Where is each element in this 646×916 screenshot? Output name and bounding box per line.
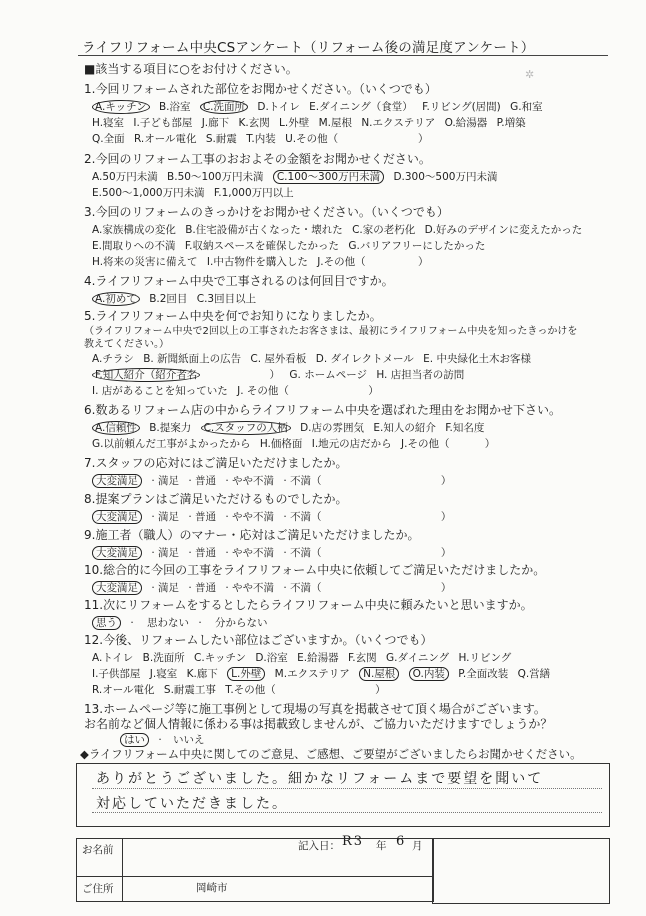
q13-text-line1: 13.ホームページ等に施工事例として現場の写真を掲載させて頂く場合がございます。 [84, 702, 546, 716]
month-handwritten: 6 [396, 834, 407, 849]
q5-option-j[interactable]: J. その他（ [237, 385, 289, 397]
office-use-box [432, 838, 610, 904]
q1-option-k[interactable]: K.玄関 [238, 117, 270, 129]
q6-option-h[interactable]: H.価格面 [259, 438, 303, 450]
q1-close-paren: ） [418, 133, 429, 145]
q9-close-paren: ） [440, 547, 452, 559]
q6-option-i[interactable]: I.地元の店だから [311, 438, 392, 450]
q1-option-c[interactable]: C.洗面所 [200, 100, 248, 114]
q4-text: 4.ライフリフォーム中央で工事されるのは何回目ですか。 [84, 274, 394, 288]
q12-text: 12.今後、リフォームしたい部位はございますか。（いくつでも） [84, 633, 433, 647]
q7-option-very-satisfied[interactable]: 大変満足 [92, 474, 142, 488]
q1-option-e[interactable]: E.ダイニング（食堂） [309, 101, 413, 113]
q5-option-c[interactable]: C. 屋外看板 [250, 353, 307, 365]
q5-option-g[interactable]: G. ホームページ [289, 369, 367, 381]
q6-option-e[interactable]: E.知人の紹介 [373, 422, 436, 434]
q2-option-d[interactable]: D.300～500万円未満 [393, 171, 498, 183]
q5-options-line1 [92, 351, 537, 366]
q10-option-neutral[interactable]: 普通 [195, 582, 217, 594]
q1-option-s[interactable]: S.耐震 [205, 133, 237, 145]
q1-option-a[interactable]: A.キッチン [92, 100, 150, 114]
q4-option-b[interactable]: B.2回目 [149, 293, 188, 305]
q10-option-somewhat-dissatisfied[interactable]: やや不満 [232, 582, 275, 594]
q2-options-line1 [92, 169, 503, 184]
q1-option-h[interactable]: H.寝室 [92, 117, 125, 129]
q3-option-i[interactable]: I.中古物件を購入した [206, 256, 308, 268]
date-era-handwritten: R3 [342, 834, 365, 849]
q12-option-i[interactable]: I.子供部屋 [92, 668, 141, 680]
q12-option-t-close: ） [375, 684, 386, 696]
q3-close-paren: ） [418, 256, 429, 268]
q5-option-j-close: ） [368, 385, 379, 397]
q12-option-a[interactable]: A.トイレ [92, 652, 134, 664]
month-label: 月 [412, 840, 423, 852]
address-label-divider [122, 875, 123, 901]
q1-text: 1.今回リフォームされた部位をお聞かせください。（いくつでも） [84, 82, 437, 96]
q8-option-dissatisfied[interactable]: 不満（ [290, 511, 322, 523]
q12-options-line3 [92, 682, 392, 697]
q3-option-b[interactable]: B.住宅設備が古くなった・壊れた [185, 224, 343, 236]
q6-option-f[interactable]: F.知名度 [445, 422, 485, 434]
q7-option-neutral[interactable]: 普通 [195, 475, 217, 487]
q7-option-dissatisfied[interactable]: 不満（ [290, 475, 322, 487]
q9-option-somewhat-dissatisfied[interactable]: やや不満 [232, 547, 275, 559]
q1-option-g[interactable]: G.和室 [510, 101, 543, 113]
q6-option-d[interactable]: D.店の雰囲気 [300, 422, 365, 434]
q1-options-line1 [92, 99, 549, 114]
q3-option-e[interactable]: E.間取りへの不満 [92, 240, 176, 252]
year-label: 年 [376, 840, 387, 852]
comment-prompt: ◆ライフリフォーム中央に関してのご意見、ご感想、ご要望がございましたらお聞かせください。 [80, 747, 582, 761]
q7-close-paren: ） [440, 475, 452, 487]
q5-option-i[interactable]: I. 店があることを知っていた [92, 385, 228, 397]
q11-option-no[interactable]: 思わない [147, 617, 190, 629]
q2-options-line2 [92, 185, 300, 200]
q1-option-p[interactable]: P.増築 [496, 117, 526, 129]
name-label: お名前 [82, 844, 114, 856]
q12-option-b[interactable]: B.洗面所 [142, 652, 185, 664]
address-value: 岡崎市 [196, 882, 228, 894]
comment-guide-line1 [92, 788, 602, 789]
q6-options-line1 [92, 420, 490, 435]
q13-option-no[interactable]: いいえ [173, 734, 205, 746]
q4-option-c[interactable]: C.3回目以上 [196, 293, 257, 305]
q12-option-q[interactable]: Q.営繕 [517, 668, 551, 680]
q7-option-somewhat-dissatisfied[interactable]: やや不満 [232, 475, 275, 487]
q12-option-c[interactable]: C.キッチン [194, 652, 246, 664]
q12-option-o[interactable]: O.内装 [409, 667, 449, 681]
q6-text: 6.数あるリフォーム店の中からライフリフォーム中央を選ばれた理由をお聞かせ下さい。 [84, 403, 562, 417]
q12-option-s[interactable]: S.耐震工事 [163, 684, 216, 696]
q1-option-m[interactable]: M.屋根 [318, 117, 352, 129]
q9-option-satisfied[interactable]: 満足 [158, 547, 180, 559]
q8-option-neutral[interactable]: 普通 [195, 511, 217, 523]
q5-options-line3 [92, 383, 385, 398]
q5-option-b[interactable]: B. 新聞紙面上の広告 [143, 353, 242, 365]
q8-scale: 大変満足 · 満足 · 普通 · やや不満 · 不満（ ） [92, 509, 457, 524]
q8-option-satisfied[interactable]: 満足 [158, 511, 180, 523]
q12-option-g[interactable]: G.ダイニング [385, 652, 450, 664]
q3-option-g[interactable]: G.バリアフリーにしたかった [348, 240, 486, 252]
q10-option-dissatisfied[interactable]: 不満（ [290, 582, 322, 594]
q5-note-line2: 教えてください。） [84, 339, 169, 350]
q3-option-j[interactable]: J.その他（ [317, 256, 366, 268]
q10-option-satisfied[interactable]: 満足 [158, 582, 180, 594]
q1-option-r[interactable]: R.オール電化 [133, 133, 197, 145]
q12-option-p[interactable]: P.全面改装 [458, 668, 509, 680]
q1-options-line2 [92, 115, 532, 130]
q3-options-line2 [92, 238, 491, 253]
q1-option-j[interactable]: J.廊下 [201, 117, 230, 129]
title-underline [78, 55, 608, 56]
name-label-divider [122, 838, 123, 875]
q12-option-j[interactable]: J.寝室 [149, 668, 178, 680]
q3-options-line1 [92, 222, 588, 237]
q1-option-d[interactable]: D.トイレ [257, 101, 300, 113]
q12-option-t[interactable]: T.その他（ [225, 684, 276, 696]
q9-text: 9.施工者（職人）のマナー・応対はご満足いただけましたか。 [84, 528, 420, 542]
q11-option-unsure[interactable]: 分からない [215, 617, 268, 629]
comment-handwritten-line2: 対応していただきました。 [96, 796, 288, 812]
survey-title: ライフリフォーム中央CSアンケート（リフォーム後の満足度アンケート） [82, 40, 535, 56]
q1-option-f[interactable]: F.リビング(居間) [422, 101, 501, 113]
q8-close-paren: ） [440, 511, 452, 523]
q12-option-k[interactable]: K.廊下 [186, 668, 218, 680]
q13-option-yes[interactable]: はい [120, 733, 149, 747]
comment-handwritten-line1: ありがとうございました。細かなリフォームまで要望を聞いて [96, 771, 544, 787]
q8-option-very-satisfied[interactable]: 大変満足 [92, 510, 142, 524]
q12-options-line2 [92, 666, 556, 681]
q1-option-b[interactable]: B.浴室 [158, 101, 191, 113]
q11-scale: 思う · 思わない · 分からない [92, 615, 274, 630]
q5-option-d[interactable]: D. ダイレクトメール [315, 353, 414, 365]
q3-option-d[interactable]: D.好みのデザインに変えたかった [424, 224, 583, 236]
q2-text: 2.今回のリフォーム工事のおおよその金額をお聞かせください。 [84, 152, 431, 166]
q3-options-line3 [92, 254, 372, 269]
q12-option-h[interactable]: H.リビング [458, 652, 512, 664]
q5-option-e[interactable]: E. 中央緑化土木お客様 [423, 353, 531, 365]
q10-option-very-satisfied[interactable]: 大変満足 [92, 581, 142, 595]
q7-text: 7.スタッフの応対にはご満足いただけましたか。 [84, 456, 348, 470]
q6-option-b[interactable]: B.提案力 [149, 422, 192, 434]
q8-text: 8.提案プランはご満足いただけるものでしたか。 [84, 492, 348, 506]
address-label: ご住所 [82, 883, 114, 895]
q1-option-n[interactable]: N.エクステリア [361, 117, 436, 129]
q10-scale: 大変満足 · 満足 · 普通 · やや不満 · 不満（ ） [92, 580, 457, 595]
q12-option-e[interactable]: E.給湯器 [297, 652, 339, 664]
q1-options-line3 [92, 131, 344, 146]
q12-option-f[interactable]: F.玄関 [347, 652, 377, 664]
q6-options-line2 [92, 436, 501, 451]
q13-text-line2: お名前など個人情報に係わる事は掲載致しませんが、ご協力いただけますでしょうか？ [84, 717, 553, 731]
q8-option-somewhat-dissatisfied[interactable]: やや不満 [232, 511, 275, 523]
q12-option-r[interactable]: R.オール電化 [92, 684, 155, 696]
q3-option-h[interactable]: H.将来の災害に備えて [92, 256, 198, 268]
q12-options-line1 [92, 650, 517, 665]
q9-scale: 大変満足 · 満足 · 普通 · やや不満 · 不満（ ） [92, 545, 457, 560]
q5-option-f[interactable]: F.知人紹介（紹介者名 [92, 368, 200, 382]
q12-option-m[interactable]: M.エクステリア [274, 668, 350, 680]
q5-option-f-close: ） [269, 369, 281, 381]
q10-text: 10.総合的に今回の工事をライフリフォーム中央に依頼してご満足いただけましたか。 [84, 563, 546, 577]
q4-option-a[interactable]: A.初めて [92, 292, 140, 306]
q5-option-h[interactable]: H. 店担当者の訪問 [376, 369, 465, 381]
q1-option-u[interactable]: U.その他（ [285, 133, 339, 145]
q2-option-a[interactable]: A.50万円未満 [92, 171, 158, 183]
q12-option-l[interactable]: L.外壁 [227, 667, 265, 681]
q6-option-c[interactable]: C.スタッフの人柄 [201, 421, 291, 435]
q2-option-e[interactable]: E.500～1,000万円未満 [92, 187, 205, 199]
q3-option-f[interactable]: F.収納スペースを確保したかった [184, 240, 339, 252]
q2-option-b[interactable]: B.50～100万円未満 [167, 171, 264, 183]
q9-option-dissatisfied[interactable]: 不満（ [290, 547, 322, 559]
q3-text: 3.今回のリフォームのきっかけをお聞かせください。（いくつでも） [84, 205, 449, 219]
q2-option-c[interactable]: C.100～300万円未満 [273, 170, 384, 184]
q5-note-line1: （ライフリフォーム中央で2回以上の工事されたお客さまは、最初にライフリフォーム中央を知ったきっかけを [84, 326, 578, 337]
q9-option-very-satisfied[interactable]: 大変満足 [92, 546, 142, 560]
q6-option-a[interactable]: A.信頼性 [92, 421, 140, 435]
q3-option-a[interactable]: A.家族構成の変化 [92, 224, 176, 236]
q1-option-q[interactable]: Q.全面 [92, 133, 125, 145]
q1-option-o[interactable]: O.給湯器 [444, 117, 488, 129]
q10-close-paren: ） [440, 582, 452, 594]
q1-option-i[interactable]: I.子ども部屋 [133, 117, 193, 129]
instruction: ■該当する項目に○をお付けください。 [84, 62, 298, 76]
address-row [76, 875, 434, 902]
q4-options-line1 [92, 291, 262, 306]
q13-scale: はい · いいえ [120, 732, 211, 747]
q11-text: 11.次にリフォームをするとしたらライフリフォーム中央に頼みたいと思いますか。 [84, 598, 533, 612]
date-label: 記入日： [298, 840, 340, 852]
q1-option-l[interactable]: L.外壁 [279, 117, 310, 129]
q6-option-j[interactable]: J.その他（ [401, 438, 450, 450]
q5-option-a[interactable]: A.チラシ [92, 353, 134, 365]
q7-option-satisfied[interactable]: 満足 [158, 475, 180, 487]
q5-options-line2 [92, 367, 470, 382]
q1-option-t[interactable]: T.内装 [246, 133, 276, 145]
q7-scale: 大変満足 · 満足 · 普通 · やや不満 · 不満（ ） [92, 473, 457, 488]
scan-mark-icon: ✲ [525, 68, 535, 81]
q6-option-j-close: ） [484, 438, 496, 450]
q9-option-neutral[interactable]: 普通 [195, 547, 217, 559]
q11-option-yes[interactable]: 思う [92, 616, 121, 630]
q12-option-n[interactable]: N.屋根 [359, 667, 399, 681]
q2-option-f[interactable]: F.1,000万円以上 [213, 187, 294, 199]
q12-option-d[interactable]: D.浴室 [255, 652, 288, 664]
q5-text: 5.ライフリフォーム中央を何でお知りになりましたか。 [84, 309, 382, 323]
q6-option-g[interactable]: G.以前頼んだ工事がよかったから [92, 438, 251, 450]
q3-option-c[interactable]: C.家の老朽化 [352, 224, 416, 236]
